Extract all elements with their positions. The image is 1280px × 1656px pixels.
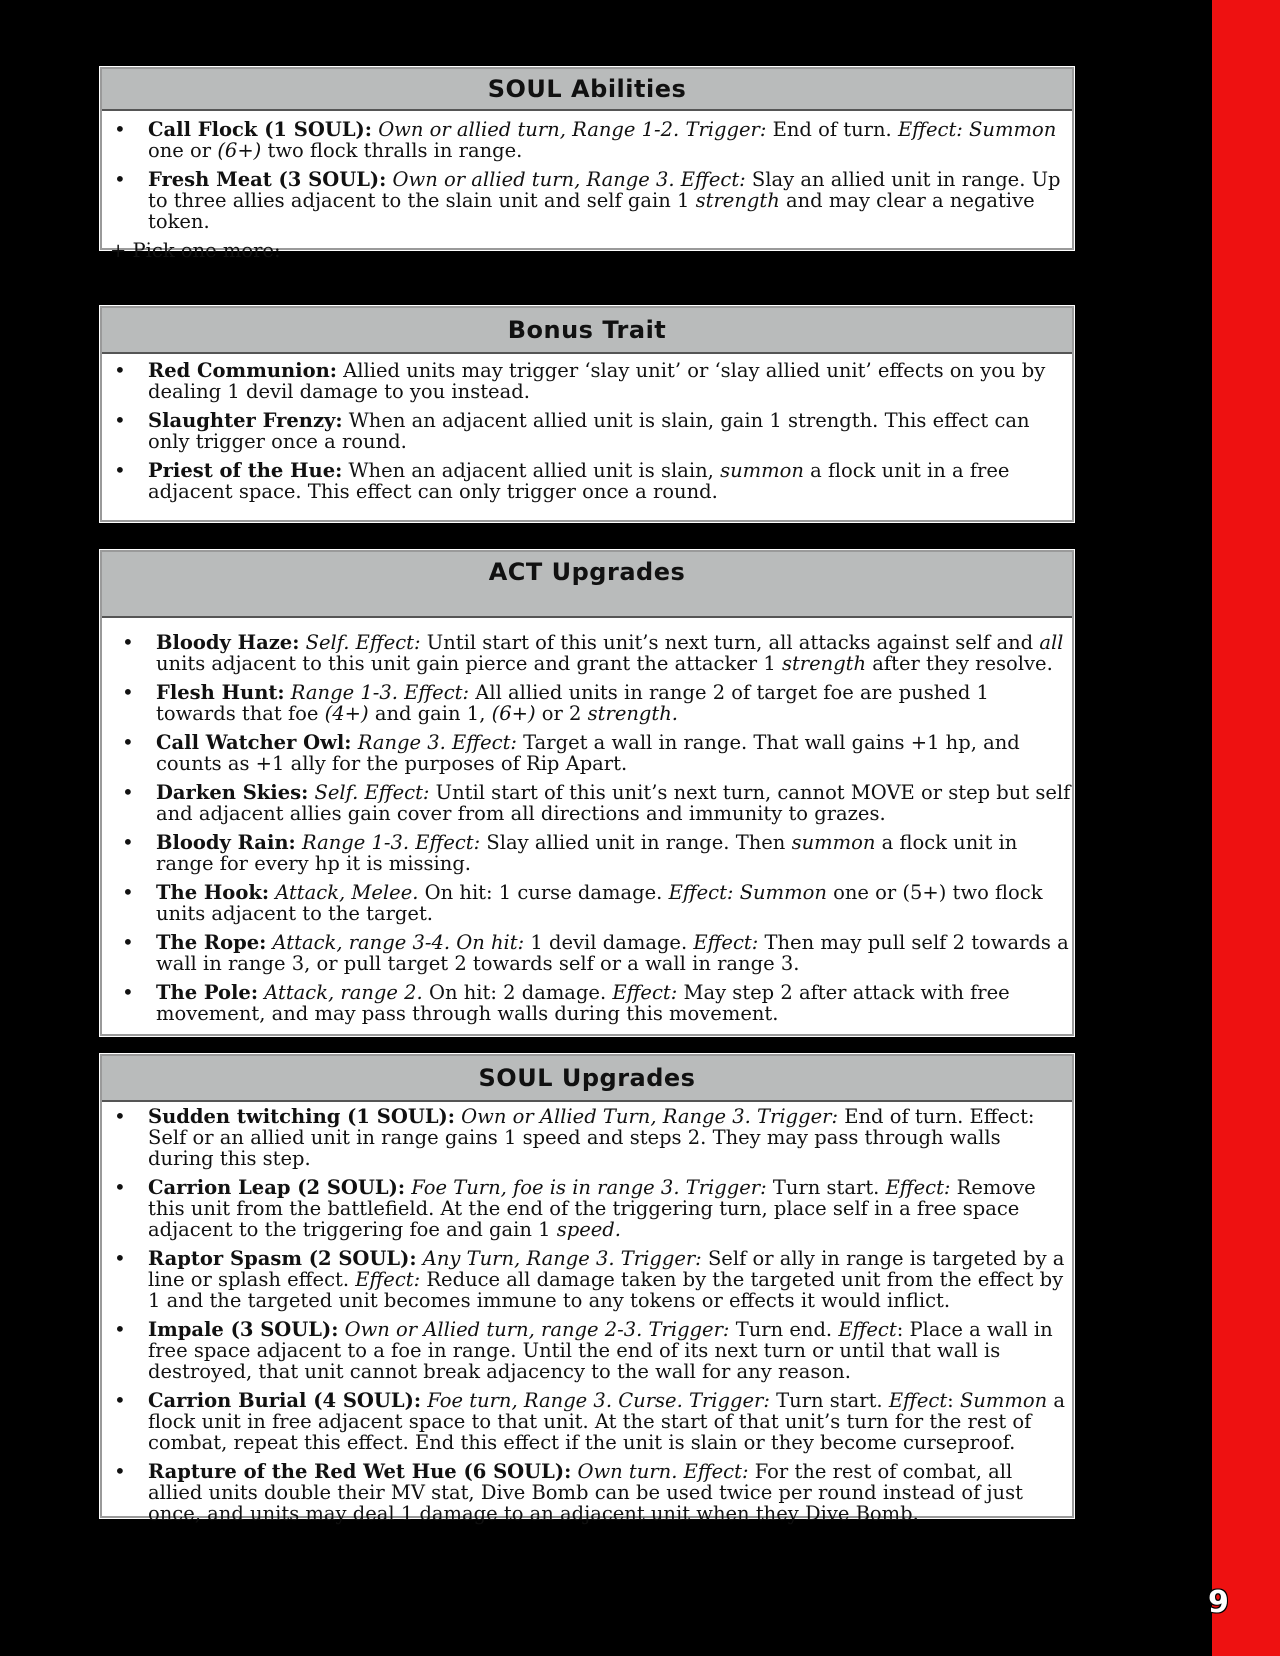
list-item: • Fresh Meat (3 SOUL): Own or allied turn, Range 3. Effect: Slay an allied unit in range. Up to three allies adjacent to the slain unit and self gain 1 strength and may clear a negative token. xyxy=(148,169,1072,232)
list-item: • The Rope: Attack, range 3-4. On hit: 1 devil damage. Effect: Then may pull self 2 towards a wall in range 3, or pull target 2 towards self or a wall in range 3. xyxy=(156,932,1072,974)
list-item: • Raptor Spasm (2 SOUL): Any Turn, Range 3. Trigger: Self or ally in range is targeted by a line or splash effect. Effect: Reduce all damage taken by the targeted unit from the effect by 1 and the targeted unit becomes immune to any tokens or effects it would inflict. xyxy=(148,1248,1072,1311)
bonus-trait-list xyxy=(102,354,1072,502)
item-name: Bloody Rain: xyxy=(156,831,296,854)
list-item: • Bloody Haze: Self. Effect: Until start of this unit’s next turn, all attacks against self and all units adjacent to this unit gain pierce and grant the attacker 1 strength after they resolve. xyxy=(156,632,1072,674)
list-item: • Bloody Rain: Range 1-3. Effect: Slay allied unit in range. Then summon a flock unit in range for every hp it is missing. xyxy=(156,832,1072,874)
soul-upgrades-title: SOUL Upgrades xyxy=(102,1056,1072,1102)
list-item: • The Pole: Attack, range 2. On hit: 2 damage. Effect: May step 2 after attack with free movement, and may pass through walls during this movement. xyxy=(156,982,1072,1024)
list-item: • Impale (3 SOUL): Own or Allied turn, range 2-3. Trigger: Turn end. Effect: Place a wall in free space adjacent to a foe in range. Until the end of its next turn or until that wall is destroyed, that unit cannot break adjacency to the wall for any reason. xyxy=(148,1319,1072,1382)
item-name: The Pole: xyxy=(156,981,259,1004)
item-name: Slaughter Frenzy: xyxy=(148,409,343,432)
list-item: • Call Flock (1 SOUL): Own or allied turn, Range 1-2. Trigger: End of turn. Effect: Summon one or (6+) two flock thralls in range. xyxy=(148,119,1072,161)
list-item: • Carrion Burial (4 SOUL): Foe turn, Range 3. Curse. Trigger: Turn start. Effect: Summon a flock unit in free adjacent space to that unit. At the start of that unit’s turn for the rest of combat, repeat this effect. End this effect if the unit is slain or they become curseproof. xyxy=(148,1390,1072,1453)
item-name: Priest of the Hue: xyxy=(148,459,343,482)
bonus-trait-box xyxy=(100,306,1074,522)
soul-abilities-list xyxy=(102,111,1072,232)
item-name: Impale (3 SOUL): xyxy=(148,1318,339,1341)
pick-one-more-text: + Pick one more: xyxy=(110,239,281,262)
act-upgrades-list xyxy=(102,618,1072,1024)
item-name: Raptor Spasm (2 SOUL): xyxy=(148,1247,417,1270)
soul-abilities-box xyxy=(100,67,1074,262)
soul-abilities-title: SOUL Abilities xyxy=(102,69,1072,111)
item-name: The Hook: xyxy=(156,881,270,904)
bonus-trait-title: Bonus Trait xyxy=(102,308,1072,354)
list-item: • Call Watcher Owl: Range 3. Effect: Target a wall in range. That wall gains +1 hp, and counts as +1 ally for the purposes of Rip Apart. xyxy=(156,732,1072,774)
red-side-bar xyxy=(1212,0,1280,1656)
list-item: • Rapture of the Red Wet Hue (6 SOUL): Own turn. Effect: For the rest of combat, all allied units double their MV stat, Dive Bomb can be used twice per round instead of just once, and units may deal 1 damage to an adjacent unit when they Dive Bomb. xyxy=(148,1461,1072,1524)
item-name: Sudden twitching (1 SOUL): xyxy=(148,1105,455,1128)
list-item: • Carrion Leap (2 SOUL): Foe Turn, foe is in range 3. Trigger: Turn start. Effect: Remove this unit from the battlefield. At the end of the triggering turn, place self in a free space adjacent to the triggering foe and gain 1 speed. xyxy=(148,1177,1072,1240)
list-item: • Sudden twitching (1 SOUL): Own or Allied Turn, Range 3. Trigger: End of turn. Effect: Self or an allied unit in range gains 1 speed and steps 2. They may pass through walls during this step. xyxy=(148,1106,1072,1169)
list-item: • Priest of the Hue: When an adjacent allied unit is slain, summon a flock unit in a free adjacent space. This effect can only trigger once a round. xyxy=(148,460,1072,502)
item-name: Carrion Burial (4 SOUL): xyxy=(148,1389,422,1412)
soul-upgrades-box xyxy=(100,1054,1074,1525)
item-name: Rapture of the Red Wet Hue (6 SOUL): xyxy=(148,1460,572,1483)
item-name: Bloody Haze: xyxy=(156,631,300,654)
page-number: 9 xyxy=(1208,1585,1229,1620)
list-item: • The Hook: Attack, Melee. On hit: 1 curse damage. Effect: Summon one or (5+) two flock units adjacent to the target. xyxy=(156,882,1072,924)
list-item: • Flesh Hunt: Range 1-3. Effect: All allied units in range 2 of target foe are pushed 1 towards that foe (4+) and gain 1, (6+) or 2 strength. xyxy=(156,682,1072,724)
act-upgrades-box xyxy=(100,550,1074,1036)
item-name: Flesh Hunt: xyxy=(156,681,285,704)
item-name: Call Flock (1 SOUL): xyxy=(148,118,372,141)
act-upgrades-title: ACT Upgrades xyxy=(102,552,1072,618)
item-name: Call Watcher Owl: xyxy=(156,731,352,754)
list-item: • Slaughter Frenzy: When an adjacent allied unit is slain, gain 1 strength. This effect can only trigger once a round. xyxy=(148,410,1072,452)
item-name: Darken Skies: xyxy=(156,781,309,804)
soul-upgrades-list xyxy=(102,1102,1072,1524)
item-name: Red Communion: xyxy=(148,359,337,382)
item-name: Fresh Meat (3 SOUL): xyxy=(148,168,387,191)
list-item: • Darken Skies: Self. Effect: Until start of this unit’s next turn, cannot MOVE or step but self and adjacent allies gain cover from all directions and immunity to grazes. xyxy=(156,782,1072,824)
item-name: The Rope: xyxy=(156,931,267,954)
item-name: Carrion Leap (2 SOUL): xyxy=(148,1176,406,1199)
list-item: • Red Communion: Allied units may trigger ‘slay unit’ or ‘slay allied unit’ effects on you by dealing 1 devil damage to you instead. xyxy=(148,360,1072,402)
